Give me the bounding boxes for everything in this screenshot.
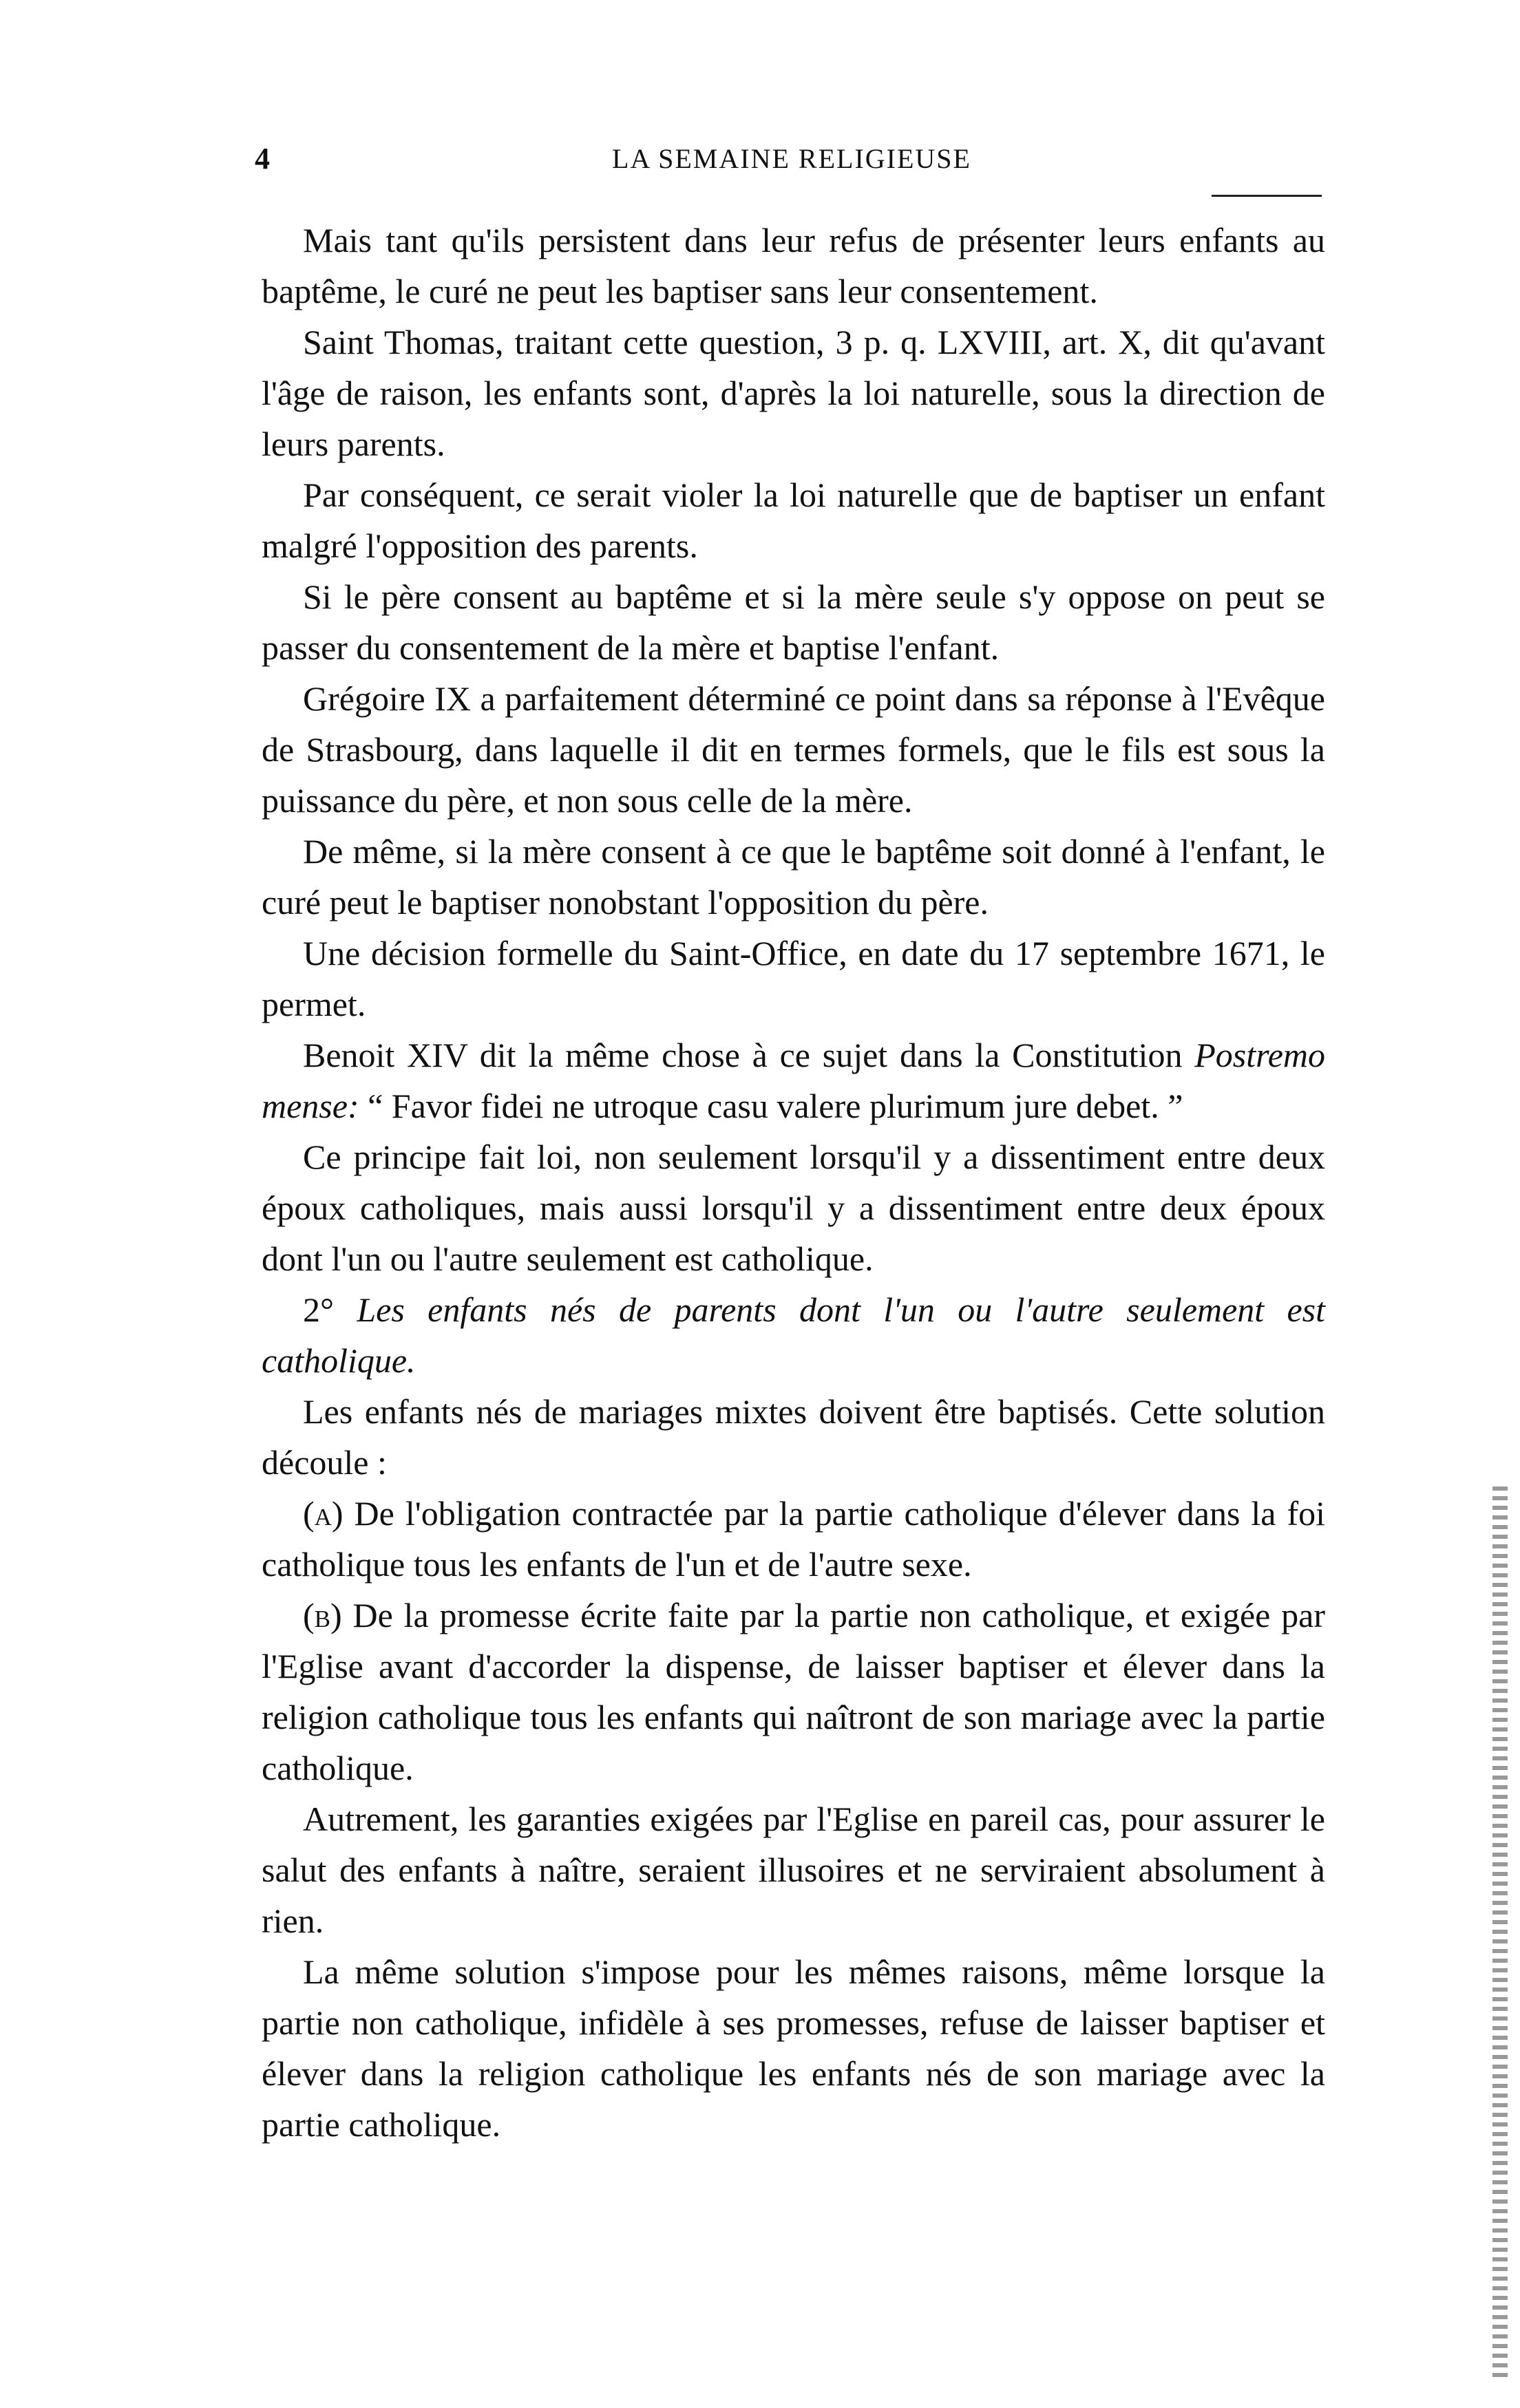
point-b-text: De la promesse écrite faite par la partie non catholique, et exigée par l'Eglise avant d'accorder la dispense, de laisser baptiser et élever dans la religion catholique tous les enfants qui naîtront de son mariage avec la partie catholique. bbox=[262, 1596, 1325, 1787]
point-a-text: De l'obligation contractée par la partie catholique d'élever dans la foi catholique tous les enfants de l'un et de l'autre sexe. bbox=[262, 1494, 1325, 1584]
paragraph: Par conséquent, ce serait violer la loi naturelle que de baptiser un enfant malgré l'opposition des parents. bbox=[262, 476, 1325, 565]
paragraph: La même solution s'impose pour les mêmes raisons, même lorsque la partie non catholique, infidèle à ses promesses, refuse de laisser baptiser et élever dans la religion catholique les enfants nés de son mariage avec la partie catholique. bbox=[262, 1952, 1325, 2144]
body-text bbox=[262, 215, 1325, 2150]
point-a-marker: (a) bbox=[303, 1494, 344, 1533]
paragraph: Saint Thomas, traitant cette question, 3 p. q. LXVIII, art. X, dit qu'avant l'âge de raison, les enfants sont, d'après la loi naturelle, sous la direction de leurs parents. bbox=[262, 323, 1325, 463]
point-b bbox=[262, 1590, 1325, 1793]
section-number: 2° bbox=[303, 1290, 334, 1329]
paragraph: De même, si la mère consent à ce que le baptême soit donné à l'enfant, le curé peut le baptiser nonobstant l'opposition du père. bbox=[262, 832, 1325, 921]
paragraph: Autrement, les garanties exigées par l'Eglise en pareil cas, pour assurer le salut des enfants à naître, seraient illusoires et ne serviraient absolument à rien. bbox=[262, 1800, 1325, 1940]
benoit-quote: “ Favor fidei ne utroque casu valere plurimum jure debet. ” bbox=[359, 1087, 1183, 1125]
paragraph: Grégoire IX a parfaitement déterminé ce point dans sa réponse à l'Evêque de Strasbourg, dans laquelle il dit en termes formels, que le fils est sous la puissance du père, et non sous celle de la mère. bbox=[262, 679, 1325, 820]
running-head: LA SEMAINE RELIGIEUSE bbox=[612, 143, 971, 174]
paragraph: Les enfants nés de mariages mixtes doivent être baptisés. Cette solution découle : bbox=[262, 1392, 1325, 1482]
section-heading-text: Les enfants nés de parents dont l'un ou l'autre seulement est catholique. bbox=[262, 1290, 1325, 1380]
paragraph: Si le père consent au baptême et si la mère seule s'y oppose on peut se passer du consentement de la mère et baptise l'enfant. bbox=[262, 577, 1325, 667]
point-b-marker: (b) bbox=[303, 1596, 342, 1634]
paragraph: Une décision formelle du Saint-Office, en date du 17 septembre 1671, le permet. bbox=[262, 934, 1325, 1023]
constitution-title: Postremo mense: bbox=[262, 1036, 1325, 1125]
paragraph: Mais tant qu'ils persistent dans leur refus de présenter leurs enfants au baptême, le curé ne peut les baptiser sans leur consentement. bbox=[262, 221, 1325, 310]
paragraph-benoit bbox=[262, 1030, 1325, 1131]
paragraph: Ce principe fait loi, non seulement lorsqu'il y a dissentiment entre deux époux catholiques, mais aussi lorsqu'il y a dissentiment entre deux époux dont l'un ou l'autre seulement est catholique. bbox=[262, 1138, 1325, 1278]
page-edge-scan-artifact bbox=[1492, 1487, 1508, 2381]
page-header bbox=[255, 141, 1329, 182]
section-heading bbox=[262, 1284, 1325, 1386]
page-number: 4 bbox=[255, 142, 270, 175]
point-a bbox=[262, 1488, 1325, 1590]
benoit-text-before: Benoit XIV dit la même chose à ce sujet dans la Constitution bbox=[303, 1036, 1195, 1074]
header-rule bbox=[1212, 195, 1322, 197]
